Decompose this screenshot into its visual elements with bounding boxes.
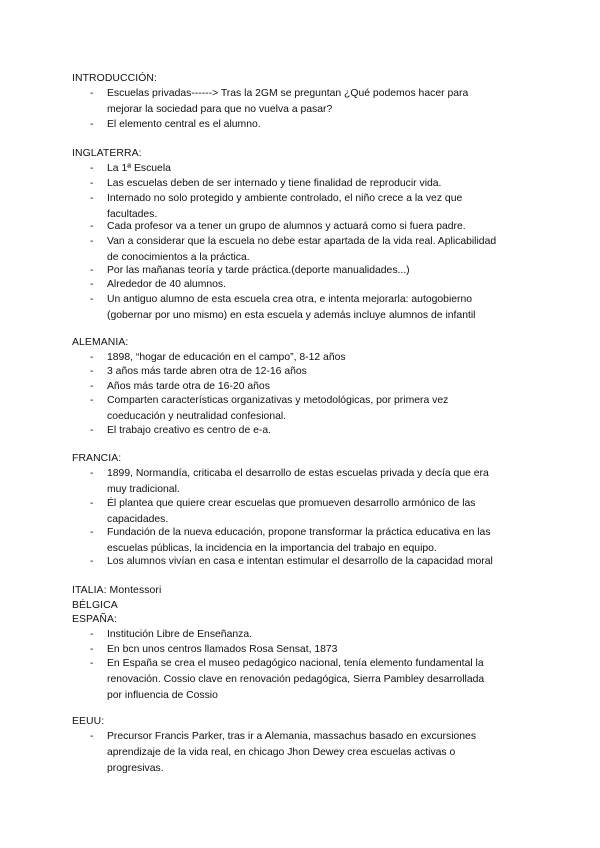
bullet-text: Las escuelas deben de ser internado y tiene finalidad de reproducir vida.: [107, 178, 442, 189]
bullet-dash: -: [90, 178, 94, 189]
bullet-dash: -: [90, 119, 94, 130]
bullet-text: Comparten características organizativas y metodológicas, por primera vez coeducación y neutralidad confesional.: [107, 395, 449, 422]
heading-belgica: BÉLGICA: [72, 600, 118, 611]
bullet-dash: -: [90, 468, 94, 479]
bullet-text: Precursor Francis Parker, tras ir a Alemania, massachus basado en excursiones aprendizaje de la vida real, en chicago Jhon Dewey crea escuelas activas o progresivas.: [107, 731, 477, 774]
bullet-text: Van a considerar que la escuela no debe estar apartada de la vida real. Aplicabilidad de conocimientos a la práctica.: [107, 236, 497, 263]
heading-inglaterra: INGLATERRA:: [72, 148, 142, 159]
bullet-dash: -: [90, 265, 94, 276]
heading-italia: ITALIA: Montessori: [72, 585, 162, 596]
bullet-text: El elemento central es el alumno.: [107, 119, 261, 130]
heading-introduccion: INTRODUCCIÓN:: [72, 73, 157, 84]
bullet-text: El trabajo creativo es centro de e-a.: [107, 425, 272, 436]
bullet-dash: -: [90, 425, 94, 436]
bullet-dash: -: [90, 629, 94, 640]
bullet-text: La 1ª Escuela: [107, 163, 171, 174]
bullet-dash: -: [90, 556, 94, 567]
heading-eeuu: EEUU:: [72, 716, 105, 727]
bullet-dash: -: [90, 381, 94, 392]
bullet-text: En España se crea el museo pedagógico nacional, tenía elemento fundamental la renovación. Cossio clave en renovación pedagógica, Sierra Pambley desarrollada por influencia de Cossio: [107, 658, 485, 701]
heading-alemania: ALEMANIA:: [72, 337, 129, 348]
bullet-dash: -: [90, 88, 94, 99]
bullet-text: Internado no solo protegido y ambiente controlado, el niño crece a la vez que facultades.: [107, 193, 463, 220]
bullet-text: Años más tarde otra de 16-20 años: [107, 381, 270, 392]
heading-francia: FRANCIA:: [72, 453, 122, 464]
bullet-dash: -: [90, 644, 94, 655]
bullet-text: En bcn unos centros llamados Rosa Sensat, 1873: [107, 644, 338, 655]
bullet-dash: -: [90, 193, 94, 204]
bullet-dash: -: [90, 731, 94, 742]
bullet-text: Institución Libre de Enseñanza.: [107, 629, 252, 640]
bullet-dash: -: [90, 658, 94, 669]
bullet-dash: -: [90, 366, 94, 377]
bullet-dash: -: [90, 352, 94, 363]
bullet-text: 1899, Normandía, criticaba el desarrollo de estas escuelas privada y decía que era muy tradicional.: [107, 468, 489, 495]
bullet-dash: -: [90, 498, 94, 509]
bullet-text: Los alumnos vivían en casa e intentan estimular el desarrollo de la capacidad moral: [107, 556, 493, 567]
heading-espana: ESPAÑA:: [72, 614, 117, 625]
bullet-dash: -: [90, 527, 94, 538]
bullet-text: Por las mañanas teoría y tarde práctica.(deporte manualidades...): [107, 265, 410, 276]
bullet-dash: -: [90, 163, 94, 174]
bullet-dash: -: [90, 221, 94, 232]
bullet-dash: -: [90, 294, 94, 305]
bullet-dash: -: [90, 395, 94, 406]
bullet-text: Alrededor de 40 alumnos.: [107, 279, 226, 290]
bullet-dash: -: [90, 236, 94, 247]
bullet-text: Fundación de la nueva educación, propone transformar la práctica educativa en las escuelas públicas, la incidencia en la importancia del trabajo en equipo.: [107, 527, 491, 554]
bullet-text: Él plantea que quiere crear escuelas que promueven desarrollo armónico de las capacidades.: [107, 498, 476, 525]
bullet-text: 1898, “hogar de educación en el campo”, 8-12 años: [107, 352, 346, 363]
bullet-dash: -: [90, 279, 94, 290]
bullet-text: 3 años más tarde abren otra de 12-16 años: [107, 366, 307, 377]
bullet-text: Escuelas privadas------> Tras la 2GM se preguntan ¿Qué podemos hacer para mejorar la sociedad para que no vuelva a pasar?: [107, 88, 469, 115]
bullet-text: Un antiguo alumno de esta escuela crea otra, e intenta mejorarla: autogobierno (gobernar por uno mismo) en esta escuela y además incluye alumnos de infantil: [107, 294, 476, 321]
bullet-text: Cada profesor va a tener un grupo de alumnos y actuará como si fuera padre.: [107, 221, 466, 232]
